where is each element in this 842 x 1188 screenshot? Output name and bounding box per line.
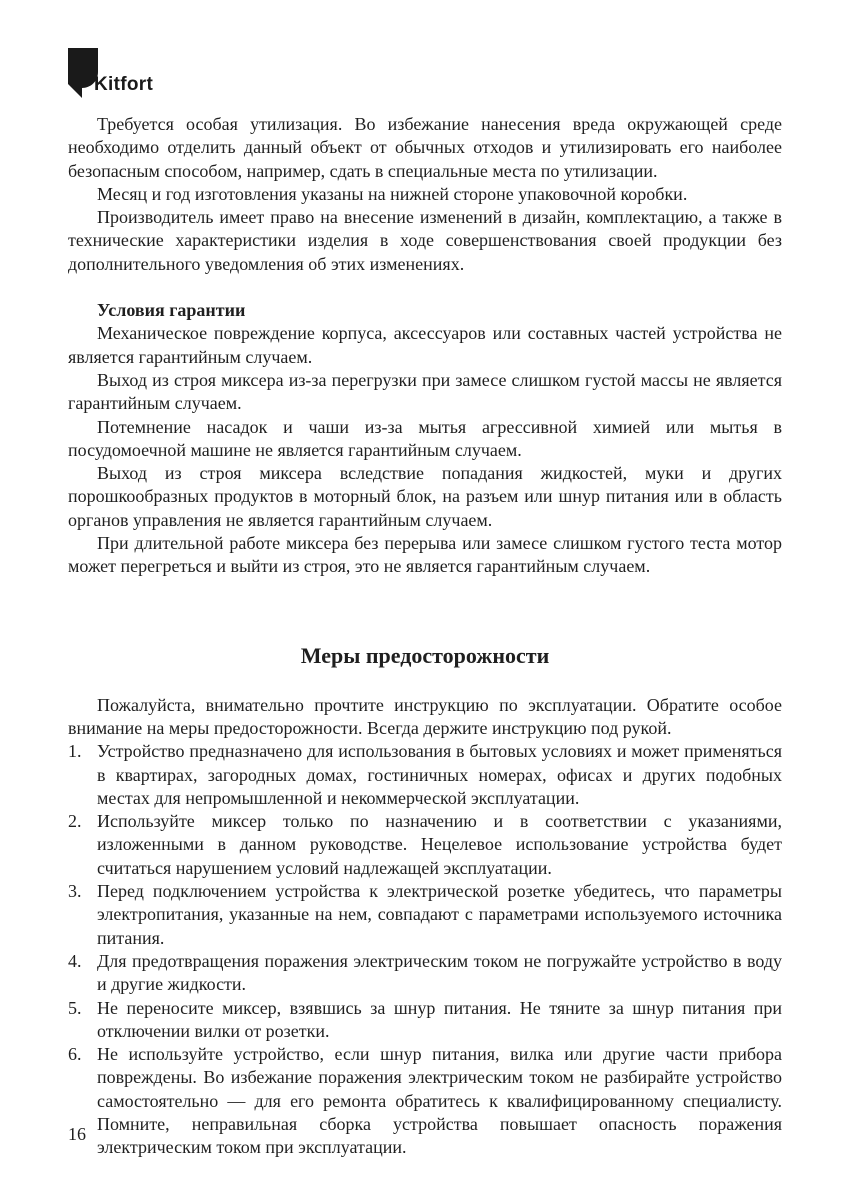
warranty-paragraph-5: При длительной работе миксера без перерыва или замесе слишком густого теста мотор может перегреться и выйти из строя, это не является гарантийным случаем. — [68, 533, 782, 577]
page-content — [68, 113, 782, 1160]
warranty-paragraph-2: Выход из строя миксера из-за перегрузки при замесе слишком густой массы не является гарантийным случаем. — [68, 369, 782, 414]
list-item-number: 6. — [68, 1044, 82, 1065]
intro-paragraph-2: Месяц и год изготовления указаны на нижней стороне упаковочной коробки. — [97, 183, 688, 204]
warranty-paragraph-4: Выход из строя миксера вследствие попадания жидкостей, муки и других порошкообразных продуктов в моторный блок, на разъем или шнур питания или в область органов управления не является гарантийным случаем. — [68, 463, 782, 530]
list-item-number: 3. — [68, 881, 82, 902]
list-item-number: 5. — [68, 997, 82, 1018]
list-item-text: Используйте миксер только по назначению и в соответствии с указаниями, изложенными в данном руководстве. Нецелевое использование устройства будет считаться нарушением условий надлежащей эксплуатации. — [97, 811, 782, 878]
intro-paragraph-1: Требуется особая утилизация. Во избежание нанесения вреда окружающей среде необходимо отделить данный объект от обычных отходов и утилизировать его наиболее безопасным способом, например, сдать в специальные места по утилизации. — [68, 114, 782, 181]
list-item-text: Не используйте устройство, если шнур питания, вилка или другие части прибора повреждены. Во избежание поражения электрическим током не разбирайте устройство самостоятельно — для его ремонта обратитесь к квалифицированному специалисту. Помните, неправильная сборка устройства повышает опасность поражения электрическим током при эксплуатации. — [97, 1044, 782, 1158]
safety-intro: Пожалуйста, внимательно прочтите инструкцию по эксплуатации. Обратите особое внимание на меры предосторожности. Всегда держите инструкцию под рукой. — [68, 694, 782, 738]
list-item-number: 4. — [68, 950, 82, 971]
list-item-text: Перед подключением устройства к электрической розетке убедитесь, что параметры электропитания, указанные на нем, совпадают с параметрами используемого источника питания. — [97, 881, 782, 948]
safety-list — [68, 740, 782, 1159]
list-item-number: 1. — [68, 741, 82, 762]
list-item — [68, 950, 782, 997]
list-item — [68, 810, 782, 880]
list-item — [68, 880, 782, 950]
list-item-text: Для предотвращения поражения электрическим током не погружайте устройство в воду и другие жидкости. — [97, 950, 782, 995]
brand-name: Kitfort — [94, 74, 154, 95]
intro-paragraph-3: Производитель имеет право на внесение изменений в дизайн, комплектацию, а также в технические характеристики изделия в ходе совершенствования своей продукции без дополнительного уведомления об этих изменениях. — [68, 207, 782, 274]
list-item-text: Устройство предназначено для использования в бытовых условиях и может применяться в квартирах, загородных домах, гостиничных номерах, офисах и других подобных местах для непромышленной и некоммерческой эксплуатации. — [97, 741, 782, 808]
warranty-heading: Условия гарантии — [97, 300, 246, 321]
warranty-paragraph-1: Механическое повреждение корпуса, аксессуаров или составных частей устройства не является гарантийным случаем. — [68, 323, 782, 367]
warranty-paragraph-3: Потемнение насадок и чаши из-за мытья агрессивной химией или мытья в посудомоечной машине не является гарантийным случаем. — [68, 416, 782, 460]
list-item — [68, 997, 782, 1044]
brand-logo — [68, 48, 178, 100]
list-item — [68, 1043, 782, 1159]
safety-title: Меры предосторожности — [300, 642, 550, 668]
list-item — [68, 740, 782, 810]
list-item-text: Не переносите миксер, взявшись за шнур питания. Не тяните за шнур питания при отключении вилки от розетки. — [97, 997, 782, 1041]
page-number: 16 — [68, 1124, 86, 1144]
list-item-number: 2. — [68, 811, 82, 832]
